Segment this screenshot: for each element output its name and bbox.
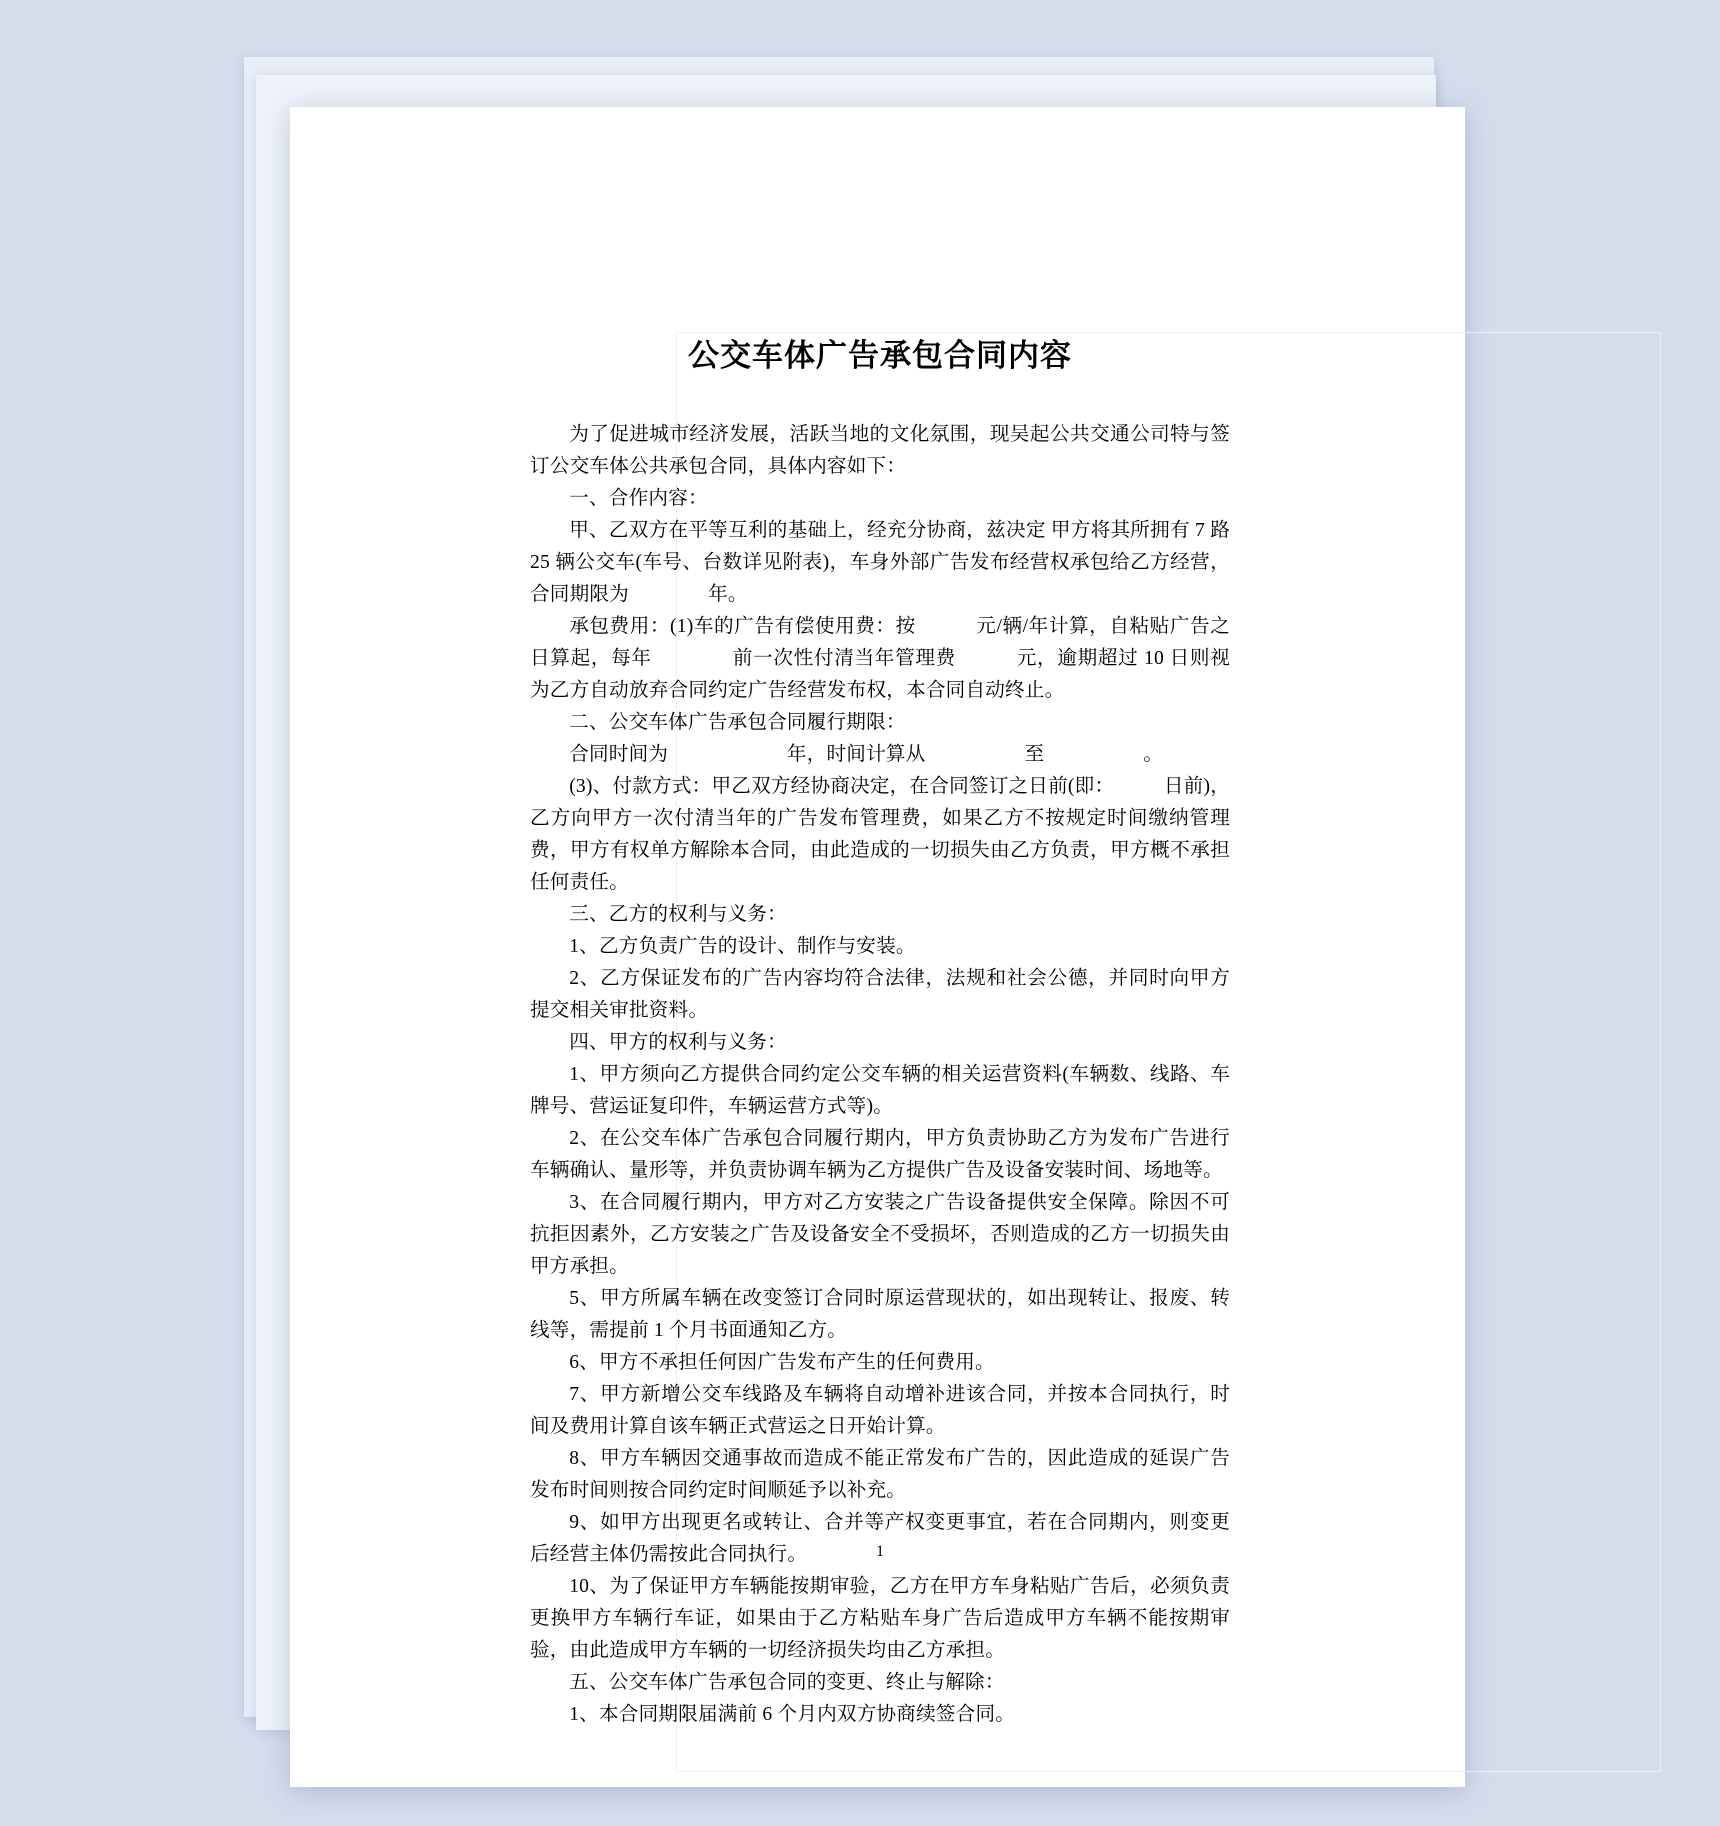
paragraph: 承包费用：(1)车的广告有偿使用费：按 元/辆/年计算，自粘贴广告之日算起，每年 前一次性付清当年管理费 元，逾期超过 10 日则视为乙方自动放弃合同约定广告经营发布权，本合同自动终止。 [530,616,1230,701]
paragraph: 2、乙方保证发布的广告内容均符合法律，法规和社会公德，并同时向甲方提交相关审批资料。 [530,968,1230,1021]
paragraph: 为了促进城市经济发展，活跃当地的文化氛围，现吴起公共交通公司特与签订公交车体公共承包合同，具体内容如下： [530,424,1230,477]
paragraph: 合同时间为 年，时间计算从 至 。 [569,744,1163,765]
paragraph: 1、本合同期限届满前 6 个月内双方协商续签合同。 [569,1704,1016,1725]
paragraph: 一、合作内容： [569,488,708,509]
paragraph: (3)、付款方式：甲乙双方经协商决定，在合同签订之日前(即： 日前)，乙方向甲方一次付清当年的广告发布管理费，如果乙方不按规定时间缴纳管理费，甲方有权单方解除本合同，由此造成的一切损失由乙方负责，甲方概不承担任何责任。 [530,776,1230,893]
paragraph: 甲、乙双方在平等互利的基础上，经充分协商，兹决定 甲方将其所拥有 7 路 25 辆公交车(车号、台数详见附表)，车身外部广告发布经营权承包给乙方经营，合同期限为 年。 [530,520,1230,605]
paragraph: 7、甲方新增公交车线路及车辆将自动增补进该合同，并按本合同执行，时间及费用计算自该车辆正式营运之日开始计算。 [530,1384,1230,1437]
document-content [530,330,1230,1731]
paragraph: 五、公交车体广告承包合同的变更、终止与解除： [569,1672,1005,1693]
paragraph: 6、甲方不承担任何因广告发布产生的任何费用。 [569,1352,995,1373]
paragraph: 9、如甲方出现更名或转让、合并等产权变更事宜，若在合同期内，则变更后经营主体仍需按此合同执行。 [530,1512,1230,1565]
paragraph: 二、公交车体广告承包合同履行期限： [569,712,906,733]
paragraph: 1、乙方负责广告的设计、制作与安装。 [569,936,916,957]
paragraph: 8、甲方车辆因交通事故而造成不能正常发布广告的，因此造成的延误广告发布时间则按合同约定时间顺延予以补充。 [530,1448,1230,1501]
paragraph: 2、在公交车体广告承包合同履行期内，甲方负责协助乙方为发布广告进行车辆确认、量形等，并负责协调车辆为乙方提供广告及设备安装时间、场地等。 [530,1128,1230,1181]
page-number: 1 [876,1543,884,1560]
paragraph: 3、在合同履行期内，甲方对乙方安装之广告设备提供安全保障。除因不可抗拒因素外，乙方安装之广告及设备安全不受损坏，否则造成的乙方一切损失由甲方承担。 [530,1192,1230,1277]
paragraph: 1、甲方须向乙方提供合同约定公交车辆的相关运营资料(车辆数、线路、车牌号、营运证复印件，车辆运营方式等)。 [530,1064,1230,1117]
paragraph: 三、乙方的权利与义务： [569,904,787,925]
paragraph: 四、甲方的权利与义务： [569,1032,787,1053]
paragraph: 10、为了保证甲方车辆能按期审验，乙方在甲方车身粘贴广告后，必须负责更换甲方车辆行车证，如果由于乙方粘贴车身广告后造成甲方车辆不能按期审验，由此造成甲方车辆的一切经济损失均由乙方承担。 [530,1576,1230,1661]
page-title: 公交车体广告承包合同内容 [688,338,1072,373]
paragraph: 5、甲方所属车辆在改变签订合同时原运营现状的，如出现转让、报废、转线等，需提前 1 个月书面通知乙方。 [530,1288,1230,1341]
